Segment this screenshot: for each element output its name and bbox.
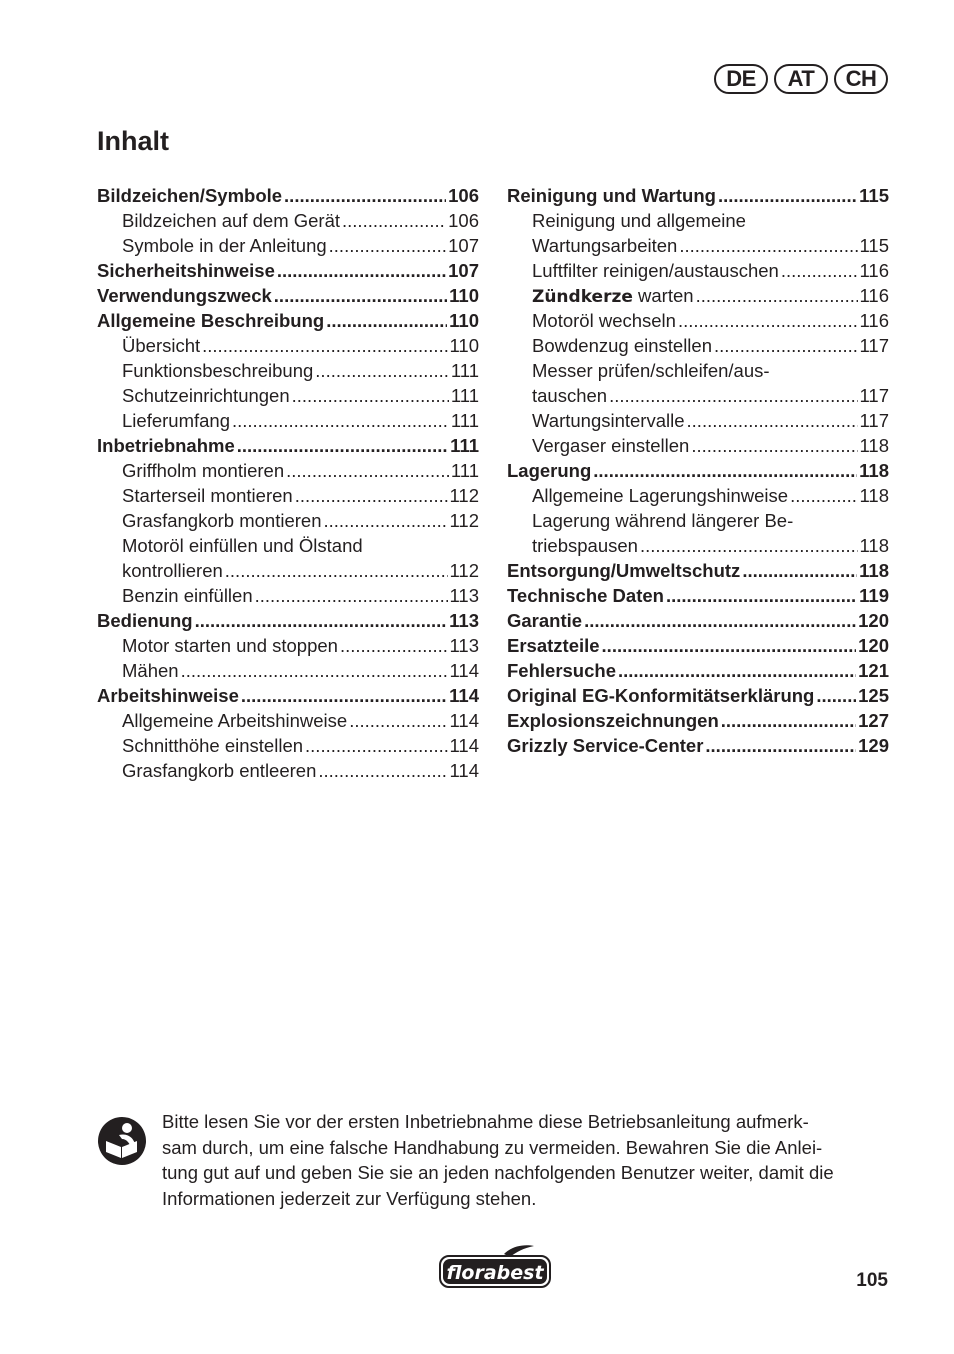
toc-entry-page: 121: [858, 660, 889, 681]
toc-entry-page: 114: [449, 710, 479, 731]
toc-entry: [97, 208, 479, 233]
toc-entry-label: Schnitthöhe einstellen: [122, 735, 304, 756]
toc-dot-leader: [584, 608, 856, 633]
toc-dot-leader: [315, 358, 449, 383]
toc-entry-page: 125: [858, 685, 889, 706]
toc-entry-label: Luftfilter reinigen/austauschen: [532, 260, 779, 281]
toc-entry-label: [532, 283, 694, 310]
toc-entry: [507, 633, 889, 658]
toc-dot-leader: [277, 258, 446, 283]
toc-entry-page: 119: [859, 585, 889, 606]
toc-entry-page: 118: [859, 460, 889, 481]
toc-entry: [97, 733, 479, 758]
toc-entry: [97, 708, 479, 733]
toc-entry: [97, 658, 479, 683]
toc-dot-leader: [326, 308, 447, 333]
page-number: 105: [856, 1270, 888, 1291]
toc-entry: [97, 408, 479, 433]
toc-entry-page: 110: [449, 335, 479, 356]
toc-entry-label: Original EG-Konformitätserklärung: [507, 685, 815, 706]
toc-entry-page: 116: [859, 260, 889, 281]
toc-entry-page: 118: [859, 560, 889, 581]
toc-entry: [507, 708, 889, 733]
toc-entry-label: Motor starten und stoppen: [122, 635, 338, 656]
toc-entry: [97, 583, 479, 608]
toc-entry: [97, 283, 479, 308]
toc-entry: [97, 608, 479, 633]
toc-dot-leader: [237, 433, 448, 458]
toc-entry-page: 114: [449, 735, 479, 756]
notice-line: Bitte lesen Sie vor der ersten Inbetriebnahme diese Betriebsanleitung aufmerk-: [162, 1111, 809, 1132]
language-badges: [714, 64, 888, 94]
toc-entry: [97, 333, 479, 358]
toc-entry-page: 111: [450, 460, 479, 481]
toc-entry: [507, 608, 889, 633]
toc-entry: [507, 583, 889, 608]
notice-text: [162, 1109, 834, 1211]
toc-dot-leader: [295, 483, 448, 508]
toc-entry: [97, 508, 479, 533]
toc-entry-page: 112: [449, 485, 479, 506]
toc-dot-leader: [714, 333, 858, 358]
toc-dot-leader: [286, 458, 449, 483]
toc-entry: [507, 258, 889, 283]
toc-dot-leader: [816, 683, 856, 708]
toc-entry: [97, 233, 479, 258]
toc-entry-label: Wartungsintervalle: [532, 410, 685, 431]
toc-entry-page: 118: [859, 435, 889, 456]
toc-entry-page: 120: [858, 610, 889, 631]
notice-line: Informationen jederzeit zur Verfügung stehen.: [162, 1187, 537, 1209]
toc-entry-page: 116: [859, 310, 889, 331]
toc-entry-page: 116: [859, 285, 889, 306]
toc-dot-leader: [324, 508, 448, 533]
toc-dot-leader: [195, 608, 448, 633]
toc-entry-label: tauschen: [532, 385, 608, 406]
toc-entry-label: Technische Daten: [507, 585, 664, 606]
notice-line: sam durch, um eine falsche Handhabung zu vermeiden. Bewahren Sie die Anlei-: [162, 1136, 823, 1158]
toc-entry-label: Griffholm montieren: [122, 460, 285, 481]
toc-entry-label: Lagerung während längerer Be-: [532, 510, 794, 531]
toc-entry: [507, 183, 889, 208]
toc-entry: [507, 308, 889, 333]
notice-box: [97, 1109, 889, 1211]
toc-entry-label: Bildzeichen/Symbole: [97, 185, 283, 206]
toc-entry-page: 115: [859, 185, 889, 206]
toc-entry: [507, 383, 889, 408]
toc-entry: [507, 433, 889, 458]
toc-dot-leader: [255, 583, 448, 608]
toc-entry-label: Sicherheitshinweise: [97, 260, 275, 281]
toc-entry-label: Starterseil montieren: [122, 485, 293, 506]
toc-entry-page: 118: [859, 535, 889, 556]
toc-dot-leader: [225, 558, 448, 583]
toc-entry-page: 113: [449, 585, 479, 606]
toc-entry-label: Benzin einfüllen: [122, 585, 253, 606]
toc-entry-page: 118: [859, 485, 889, 506]
toc-entry-label: Ersatzteile: [507, 635, 600, 656]
toc-dot-leader: [718, 183, 857, 208]
toc-dot-leader: [742, 558, 857, 583]
toc-entry-page: 112: [449, 560, 479, 581]
toc-entry: [507, 558, 889, 583]
toc-entry-page: 106: [448, 210, 479, 231]
toc-entry: [507, 658, 889, 683]
logo-text: florabest: [446, 1262, 544, 1284]
toc-dot-leader: [318, 758, 447, 783]
toc-entry: [97, 758, 479, 783]
toc-entry: [97, 483, 479, 508]
toc-entry: [507, 283, 889, 308]
toc-entry-label: Allgemeine Beschreibung: [97, 310, 325, 331]
toc-entry-page: 127: [858, 710, 889, 731]
toc-dot-leader: [241, 683, 447, 708]
toc-dot-leader: [274, 283, 447, 308]
florabest-logo: [438, 1244, 552, 1290]
toc-entry: [507, 408, 889, 433]
toc-entry: [97, 533, 479, 558]
language-badge-at: AT: [774, 64, 828, 94]
toc-dot-leader: [329, 233, 446, 258]
toc-dot-leader: [342, 208, 446, 233]
toc-entry-label: Symbole in der Anleitung: [122, 235, 327, 256]
toc-entry: [97, 258, 479, 283]
toc-column-right: [507, 183, 889, 758]
toc-dot-leader: [666, 583, 857, 608]
toc-entry-label: Bedienung: [97, 610, 193, 631]
toc-entry-page: 111: [450, 385, 479, 406]
toc-entry-page: 114: [449, 685, 479, 706]
toc-dot-leader: [781, 258, 858, 283]
toc-entry-page: 106: [448, 185, 479, 206]
toc-entry-page: 114: [449, 760, 479, 781]
toc-column-left: [97, 183, 479, 783]
toc-entry-page: 117: [859, 335, 889, 356]
toc-entry-page: 129: [858, 735, 889, 756]
toc-entry: [97, 308, 479, 333]
toc-entry-label: Grasfangkorb entleeren: [122, 760, 317, 781]
toc-entry: [97, 683, 479, 708]
toc-entry: [97, 633, 479, 658]
toc-entry-page: 115: [859, 235, 889, 256]
read-manual-icon: [97, 1116, 147, 1166]
toc-entry: [507, 683, 889, 708]
toc-dot-leader: [593, 458, 857, 483]
toc-entry: [507, 733, 889, 758]
toc-dot-leader: [721, 708, 856, 733]
toc-entry: [507, 358, 889, 383]
toc-dot-leader: [705, 733, 856, 758]
toc-entry-page: 117: [859, 410, 889, 431]
toc-entry-label: Wartungsarbeiten: [532, 235, 678, 256]
toc-entry-label: Schutzeinrichtungen: [122, 385, 290, 406]
toc-entry: [97, 183, 479, 208]
toc-entry: [507, 233, 889, 258]
toc-entry-label: Allgemeine Arbeitshinweise: [122, 710, 348, 731]
toc-entry: [507, 483, 889, 508]
toc-entry-label: Reinigung und allgemeine: [532, 210, 746, 231]
toc-entry-label: Übersicht: [122, 335, 201, 356]
toc-dot-leader: [349, 708, 447, 733]
language-badge-de: DE: [714, 64, 768, 94]
toc-entry: [507, 333, 889, 358]
language-badge-ch: CH: [834, 64, 888, 94]
toc-entry-page: 117: [859, 385, 889, 406]
toc-entry-page: 111: [450, 410, 479, 431]
toc-dot-leader: [181, 658, 448, 683]
toc-entry-suffix: warten: [632, 285, 694, 306]
toc-entry-page: 107: [448, 235, 479, 256]
toc-entry: [97, 458, 479, 483]
toc-entry-page: 111: [450, 360, 479, 381]
toc-entry-page: 107: [448, 260, 479, 281]
toc-entry-page: 113: [449, 635, 479, 656]
toc-entry-label: Mähen: [122, 660, 179, 681]
toc-dot-leader: [292, 383, 449, 408]
toc-dot-leader: [609, 383, 857, 408]
toc-entry-label: Bowdenzug einstellen: [532, 335, 712, 356]
toc-dot-leader: [602, 633, 857, 658]
toc-entry-label: Reinigung und Wartung: [507, 185, 716, 206]
toc-entry-label: Verwendungszweck: [97, 285, 272, 306]
toc-entry-page: 113: [449, 610, 479, 631]
toc-entry-label: Garantie: [507, 610, 583, 631]
toc-dot-leader: [340, 633, 448, 658]
toc-dot-leader: [687, 408, 858, 433]
toc-dot-leader: [790, 483, 857, 508]
toc-entry-label: Explosionszeichnungen: [507, 710, 719, 731]
toc-dot-leader: [232, 408, 449, 433]
toc-entry: [97, 558, 479, 583]
toc-entry-label: Messer prüfen/schleifen/aus-: [532, 360, 770, 381]
toc-entry-page: 110: [449, 285, 479, 306]
toc-entry: [507, 533, 889, 558]
toc-entry-label: Inbetriebnahme: [97, 435, 235, 456]
toc-entry-label: kontrollieren: [122, 560, 223, 581]
toc-entry-label: Allgemeine Lagerungshinweise: [532, 485, 789, 506]
toc-entry-label: Vergaser einstellen: [532, 435, 690, 456]
toc-dot-leader: [284, 183, 446, 208]
toc-dot-leader: [202, 333, 447, 358]
toc-entry-label: Funktionsbeschreibung: [122, 360, 314, 381]
toc-entry-emphasis: Zündkerze: [532, 287, 633, 307]
page-title: Inhalt: [97, 126, 169, 156]
toc-entry-label: Entsorgung/Umweltschutz: [507, 560, 741, 581]
toc-entry-page: 120: [858, 635, 889, 656]
toc-entry-page: 112: [449, 510, 479, 531]
toc-entry: [97, 433, 479, 458]
toc-entry: [507, 508, 889, 533]
toc-entry-label: Arbeitshinweise: [97, 685, 239, 706]
toc-entry-label: Lagerung: [507, 460, 592, 481]
toc-entry-label: Grasfangkorb montieren: [122, 510, 322, 531]
toc-entry-page: 114: [449, 660, 479, 681]
toc-entry-page: 111: [450, 435, 479, 456]
toc-entry-label: Motoröl wechseln: [532, 310, 676, 331]
notice-line: tung gut auf und geben Sie sie an jeden nachfolgenden Benutzer weiter, damit die: [162, 1162, 834, 1183]
toc-entry-label: Grizzly Service-Center: [507, 735, 704, 756]
toc-dot-leader: [678, 308, 858, 333]
toc-entry-label: Fehlersuche: [507, 660, 616, 681]
toc-dot-leader: [679, 233, 857, 258]
toc-entry: [507, 208, 889, 233]
toc-entry: [97, 383, 479, 408]
toc-dot-leader: [696, 283, 858, 308]
toc-entry-label: Motoröl einfüllen und Ölstand: [122, 535, 363, 556]
toc-dot-leader: [640, 533, 858, 558]
toc-entry: [507, 458, 889, 483]
toc-dot-leader: [305, 733, 447, 758]
toc-entry-page: 110: [449, 310, 479, 331]
toc-entry-label: triebspausen: [532, 535, 638, 556]
toc-entry-label: Lieferumfang: [122, 410, 230, 431]
toc-entry: [97, 358, 479, 383]
toc-entry-label: Bildzeichen auf dem Gerät: [122, 210, 341, 231]
toc-dot-leader: [618, 658, 856, 683]
toc-dot-leader: [691, 433, 857, 458]
